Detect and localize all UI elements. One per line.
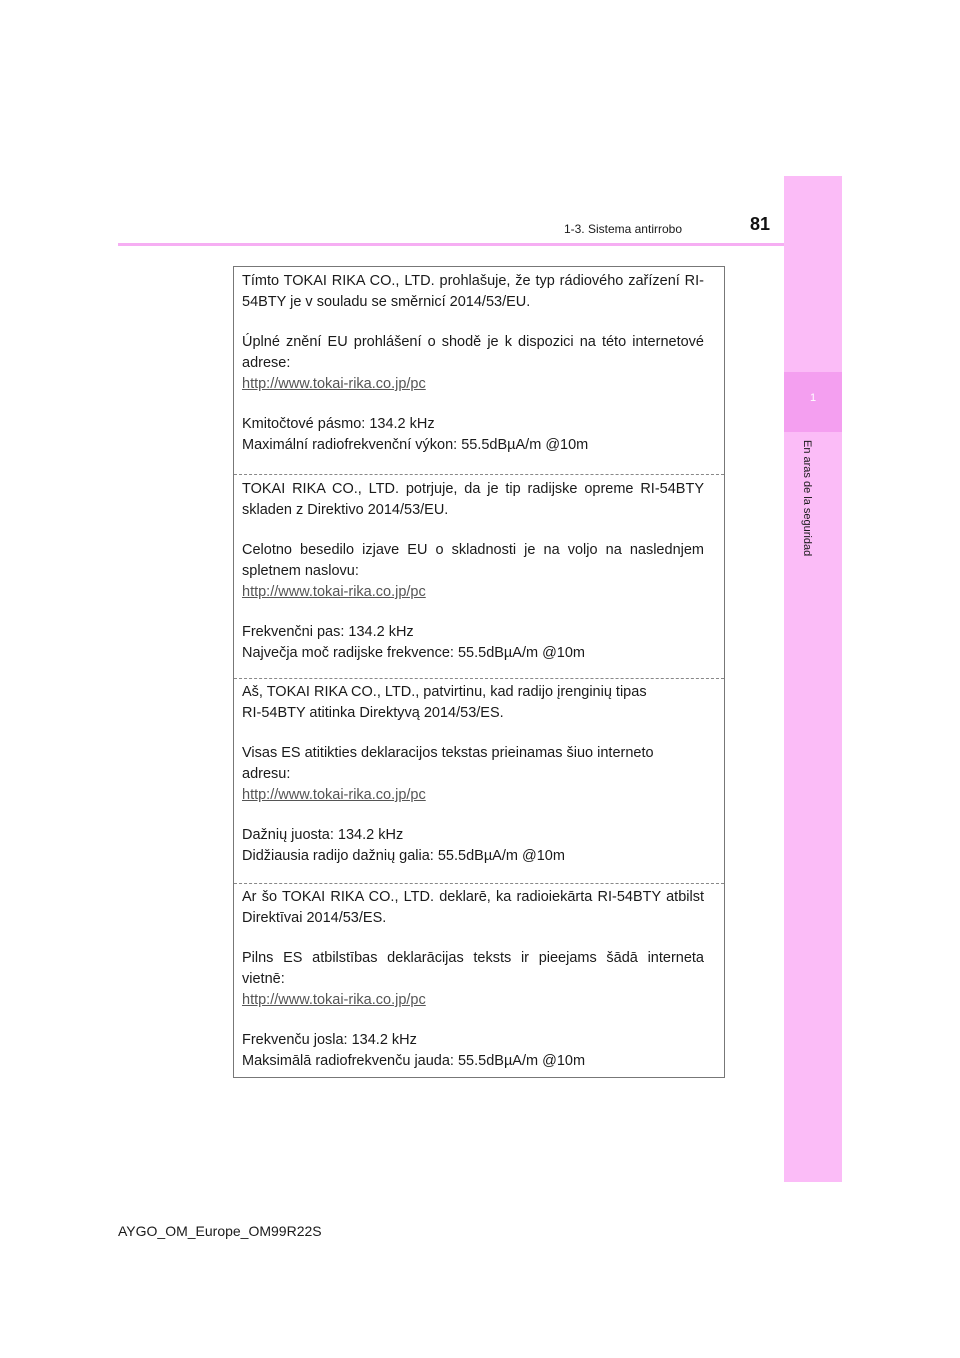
declaration-url-link[interactable]: http://www.tokai-rika.co.jp/pc bbox=[242, 992, 426, 1008]
full-text-intro: Úplné znění EU prohlášení o shodě je k dispozici na této internetové adrese: bbox=[242, 334, 704, 371]
declaration-url-link[interactable]: http://www.tokai-rika.co.jp/pc bbox=[242, 376, 426, 392]
section-title: 1-3. Sistema antirrobo bbox=[563, 222, 682, 236]
full-text-block bbox=[242, 948, 704, 1011]
frequency-band: Kmitočtové pásmo: 134.2 kHz bbox=[242, 416, 435, 432]
frequency-band: Frekvenču josla: 134.2 kHz bbox=[242, 1032, 417, 1048]
document-code: AYGO_OM_Europe_OM99R22S bbox=[118, 1223, 322, 1239]
full-text-block bbox=[242, 540, 704, 603]
declaration-text: Tímto TOKAI RIKA CO., LTD. prohlašuje, že typ rádiového zařízení RI-54BTY je v souladu se směrnicí 2014/53/EU. bbox=[242, 273, 704, 310]
chapter-number: 1 bbox=[809, 392, 817, 404]
regulatory-notice-box bbox=[233, 266, 725, 1078]
max-power: Največja moč radijske frekvence: 55.5dBµA/m @10m bbox=[242, 645, 586, 661]
side-tab bbox=[784, 176, 842, 1182]
max-power: Maximální radiofrekvenční výkon: 55.5dBµA/m @10m bbox=[242, 437, 589, 453]
declaration-line-2: RI-54BTY atitinka Direktyvą 2014/53/ES. bbox=[242, 705, 504, 721]
full-text-block bbox=[242, 332, 704, 395]
specs-block bbox=[242, 622, 704, 664]
notice-section-lithuanian bbox=[234, 678, 724, 886]
full-text-block bbox=[242, 743, 704, 806]
full-text-intro: Celotno besedilo izjave EU o skladnosti je na voljo na naslednjem spletnem naslovu: bbox=[242, 542, 704, 579]
specs-block bbox=[242, 414, 704, 456]
max-power: Maksimālā radiofrekvenču jauda: 55.5dBµA/m @10m bbox=[242, 1053, 586, 1069]
specs-block bbox=[242, 1030, 704, 1072]
notice-section-slovenian bbox=[234, 474, 724, 683]
header-rule bbox=[118, 243, 784, 246]
full-text-intro: Visas ES atitikties deklaracijos tekstas prieinamas šiuo interneto adresu: bbox=[242, 745, 654, 782]
full-text-intro: Pilns ES atbilstības deklarācijas teksts ir pieejams šādā interneta vietnē: bbox=[242, 950, 704, 987]
specs-block bbox=[242, 825, 704, 867]
declaration-line-1: Aš, TOKAI RIKA CO., LTD., patvirtinu, kad radijo įrenginių tipas bbox=[242, 684, 647, 700]
declaration-block bbox=[242, 682, 704, 724]
declaration-url-link[interactable]: http://www.tokai-rika.co.jp/pc bbox=[242, 584, 426, 600]
declaration-url-link[interactable]: http://www.tokai-rika.co.jp/pc bbox=[242, 787, 426, 803]
declaration-text: Ar šo TOKAI RIKA CO., LTD. deklarē, ka radioiekārta RI-54BTY atbilst Direktīvai 2014/53/ES. bbox=[242, 889, 704, 926]
notice-section-czech bbox=[234, 271, 724, 475]
notice-section-latvian bbox=[234, 883, 724, 1091]
page-number: 81 bbox=[750, 214, 771, 234]
chapter-title: En aras de la seguridad bbox=[801, 440, 813, 557]
frequency-band: Frekvenčni pas: 134.2 kHz bbox=[242, 624, 414, 640]
declaration-text: TOKAI RIKA CO., LTD. potrjuje, da je tip radijske opreme RI-54BTY skladen z Direktivo 2014/53/EU. bbox=[242, 481, 704, 518]
frequency-band: Dažnių juosta: 134.2 kHz bbox=[242, 827, 404, 843]
max-power: Didžiausia radijo dažnių galia: 55.5dBµA/m @10m bbox=[242, 848, 565, 864]
